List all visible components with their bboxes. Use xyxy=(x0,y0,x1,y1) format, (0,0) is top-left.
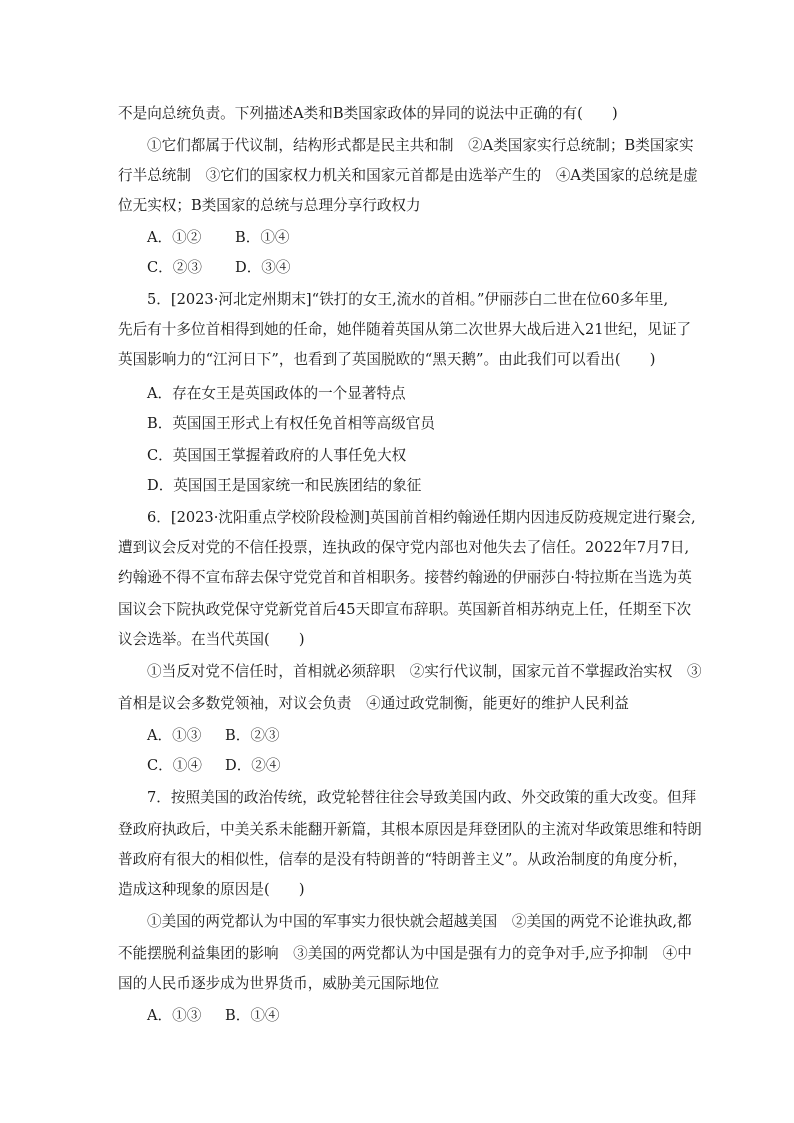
q6-stem-line: 国议会下院执政党保守党新党首后45天即宣布辞职。英国新首相苏纳克上任，任期至下次 xyxy=(118,601,692,618)
q7-option-a[interactable]: A．①③ xyxy=(147,1007,202,1024)
q7-option-b[interactable]: B．①④ xyxy=(225,1007,280,1024)
q4-option-a[interactable]: A．①② xyxy=(147,229,202,246)
q5-stem-line: 先后有十多位首相得到她的任命，她伴随着英国从第二次世界大战后进入21世纪，见证了 xyxy=(118,321,692,338)
q7-statement-line: 国的人民币逐步成为世界货币，威胁美元国际地位 xyxy=(118,975,440,992)
q6-stem-line: 议会选举。在当代英国( ) xyxy=(118,631,305,648)
q5-option-a[interactable]: A．存在女王是英国政体的一个显著特点 xyxy=(147,385,406,402)
q6-option-c[interactable]: C．①④ xyxy=(147,757,202,774)
q5-option-d[interactable]: D．英国国王是国家统一和民族团结的象征 xyxy=(147,477,422,494)
q7-stem-line: 造成这种现象的原因是( ) xyxy=(118,881,305,898)
q4-options-row xyxy=(147,258,290,278)
q6-stem-line: 遭到议会反对党的不信任投票，连执政的保守党内部也对他失去了信任。2022年7月7日, xyxy=(118,539,690,556)
q4-stem-end: 不是向总统负责。下列描述A类和B类国家政体的异同的说法中正确的有( ) xyxy=(118,105,618,122)
q7-stem-line: 普政府有很大的相似性，信奉的是没有特朗普的“特朗普主义”。从政治制度的角度分析， xyxy=(118,851,688,868)
q5-option-b[interactable]: B．英国国王形式上有权任免首相等高级官员 xyxy=(147,415,436,432)
q4-options-row xyxy=(147,228,290,248)
q6-options-row xyxy=(147,756,280,776)
q4-statement-line: 行半总统制 ③它们的国家权力机关和国家元首都是由选举产生的 ④A类国家的总统是虚 xyxy=(118,167,698,184)
q4-statement-line: ①它们都属于代议制，结构形式都是民主共和制 ②A类国家实行总统制；B类国家实 xyxy=(147,137,694,154)
q6-stem-line: 6．[2023·沈阳重点学校阶段检测]英国前首相约翰逊任期内因违反防疫规定进行聚会, xyxy=(147,509,696,526)
q5-stem-line: 5．[2023·河北定州期末]“铁打的女王,流水的首相。”伊丽莎白二世在位60多年里, xyxy=(147,291,669,308)
q4-option-c[interactable]: C．②③ xyxy=(147,259,202,276)
q6-option-b[interactable]: B．②③ xyxy=(225,727,280,744)
q6-option-a[interactable]: A．①③ xyxy=(147,727,202,744)
q5-option-c[interactable]: C．英国国王掌握着政府的人事任免大权 xyxy=(147,447,407,464)
q7-stem-line: 登政府执政后，中美关系未能翻开新篇，其根本原因是拜登团队的主流对华政策思维和特朗 xyxy=(118,821,702,838)
q6-option-d[interactable]: D．②④ xyxy=(225,757,281,774)
q6-statement-line: ①当反对党不信任时，首相就必须辞职 ②实行代议制，国家元首不掌握政治实权 ③ xyxy=(147,663,702,680)
q4-option-b[interactable]: B．①④ xyxy=(235,229,290,246)
q7-options-row xyxy=(147,1006,280,1026)
q7-statement-line: ①美国的两党都认为中国的军事实力很快就会超越美国 ②美国的两党不论谁执政,都 xyxy=(147,913,692,930)
q4-statement-line: 位无实权；B类国家的总统与总理分享行政权力 xyxy=(118,197,421,214)
q4-option-d[interactable]: D．③④ xyxy=(235,259,291,276)
q7-stem-line: 7．按照美国的政治传统，政党轮替往往会导致美国内政、外交政策的重大改变。但拜 xyxy=(147,789,697,806)
q6-options-row xyxy=(147,726,280,746)
q6-statement-line: 首相是议会多数党领袖，对议会负责 ④通过政党制衡，能更好的维护人民利益 xyxy=(118,695,629,712)
q7-statement-line: 不能摆脱利益集团的影响 ③美国的两党都认为中国是强有力的竞争对手,应予抑制 ④中 xyxy=(118,945,692,962)
q5-stem-line: 英国影响力的“江河日下”，也看到了英国脱欧的“黑天鹅”。由此我们可以看出( ) xyxy=(118,351,656,368)
q6-stem-line: 约翰逊不得不宣布辞去保守党党首和首相职务。接替约翰逊的伊丽莎白·特拉斯在当选为英 xyxy=(118,569,692,586)
